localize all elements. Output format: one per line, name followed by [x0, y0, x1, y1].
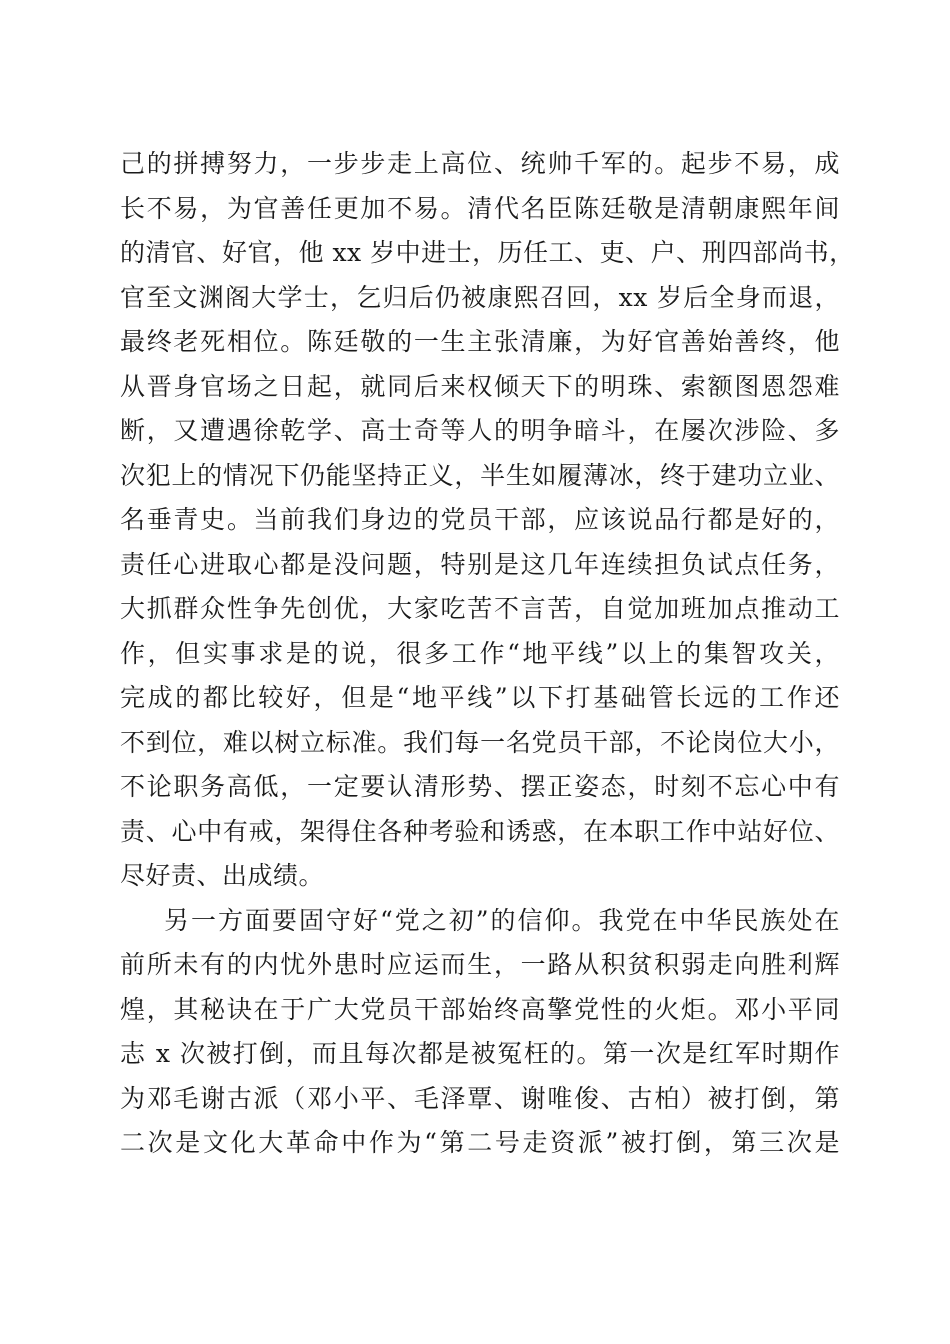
text-line: 责、心中有戒，架得住各种考验和诱惑，在本职工作中站好位、 [120, 816, 840, 846]
paragraph-end-line: 尽好责、出成绩。 [120, 861, 325, 890]
text-line: 不到位，难以树立标准。我们每一名党员干部，不论岗位大小， [120, 727, 840, 757]
paragraph-start-line: 另一方面要固守好“党之初”的信仰。我党在中华民族处在 [164, 905, 840, 935]
text-line: 从晋身官场之日起，就同后来权倾天下的明珠、索额图恩怨难 [120, 371, 840, 401]
text-line: 作，但实事求是的说，很多工作“地平线”以上的集智攻关， [120, 638, 840, 668]
text-line: 断，又遭遇徐乾学、高士奇等人的明争暗斗，在屡次涉险、多 [120, 416, 840, 445]
text-line: 为邓毛谢古派（邓小平、毛泽覃、谢唯俊、古柏）被打倒，第 [120, 1083, 840, 1113]
text-line: 次犯上的情况下仍能坚持正义，半生如履薄冰，终于建功立业、 [120, 460, 840, 490]
text-line: 大抓群众性争先创优，大家吃苦不言苦，自觉加班加点推动工 [120, 594, 840, 623]
text-line: 前所未有的内忧外患时应运而生，一路从积贫积弱走向胜利辉 [120, 950, 840, 979]
text-line: 不论职务高低，一定要认清形势、摆正姿态，时刻不忘心中有 [120, 772, 840, 801]
text-line: 二次是文化大革命中作为“第二号走资派”被打倒，第三次是 [120, 1128, 840, 1157]
text-line: 名垂青史。当前我们身边的党员干部，应该说品行都是好的， [120, 505, 840, 534]
text-line: 煌，其秘诀在于广大党员干部始终高擎党性的火炬。邓小平同 [120, 994, 840, 1024]
text-line: 责任心进取心都是没问题，特别是这几年连续担负试点任务， [120, 549, 840, 579]
text-line: 完成的都比较好，但是“地平线”以下打基础管长远的工作还 [120, 683, 840, 712]
text-line: 最终老死相位。陈廷敬的一生主张清廉，为好官善始善终，他 [120, 327, 840, 356]
text-line: 长不易，为官善任更加不易。清代名臣陈廷敬是清朝康熙年间 [120, 193, 840, 223]
text-line: 己的拼搏努力，一步步走上高位、统帅千军的。起步不易，成 [120, 149, 840, 178]
text-line: 的清官、好官，他 xx 岁中进士，历任工、吏、户、刑四部尚书， [120, 238, 855, 267]
body-text [120, 142, 855, 1166]
text-line: 官至文渊阁大学士，乞归后仍被康熙召回，xx 岁后全身而退， [120, 282, 840, 312]
text-line: 志 x 次被打倒，而且每次都是被冤枉的。第一次是红军时期作 [120, 1039, 840, 1068]
